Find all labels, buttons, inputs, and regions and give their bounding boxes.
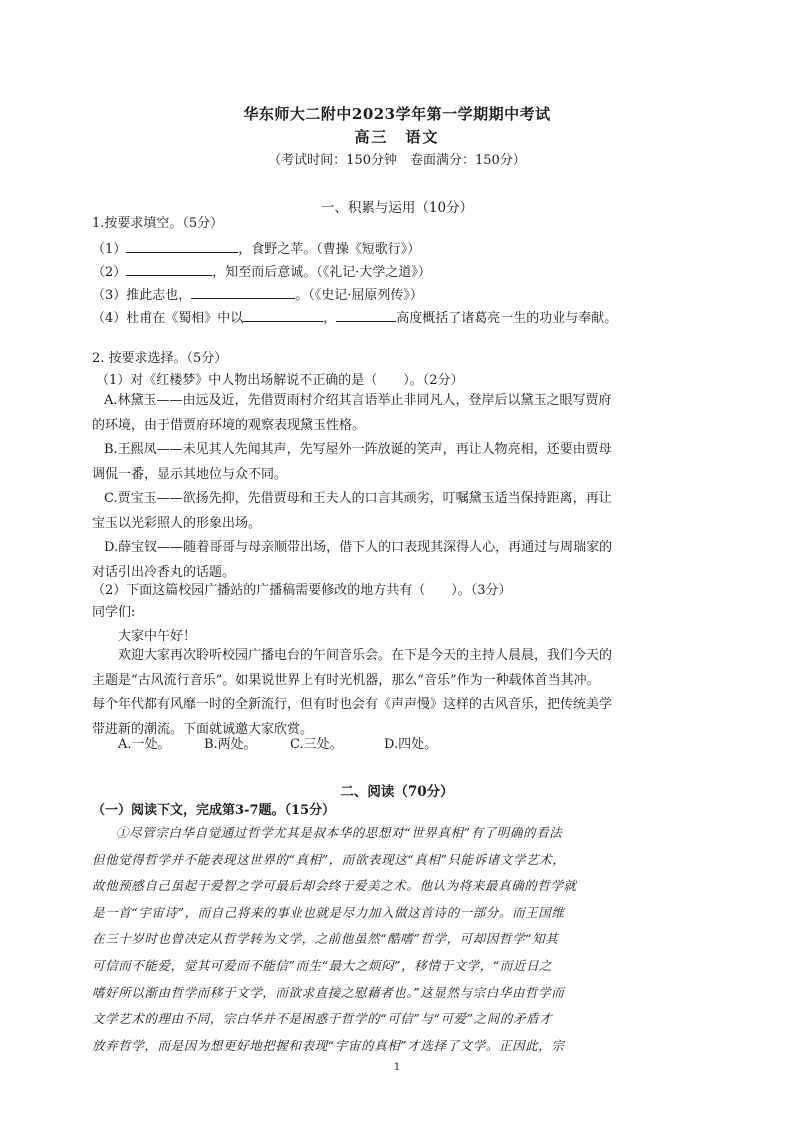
option-c-line2: 宝玉以光彩照人的形象出场。 <box>92 515 262 531</box>
answer-blank[interactable] <box>336 308 396 322</box>
section1-heading: 一、积累与运用（10分） <box>320 200 474 216</box>
exam-meta: （考试时间：150分钟 卷面满分：150分） <box>268 153 526 168</box>
script-line: 主题是“古风流行音乐”。如果说世界上有时光机器，那么“音乐”作为一种载体首当其冲。 <box>92 672 600 688</box>
option-c-line1: C.贾宝玉——欲扬先抑，先借贾母和王夫人的口言其顽劣，叮嘱黛玉适当保持距离，再让 <box>104 491 612 506</box>
q2-sub1: （1）对《红楼梦》中人物出场解说不正确的是（ ）。（2分） <box>96 373 464 388</box>
q1-item-1-num: （1） <box>92 242 127 257</box>
reading-passage <box>92 820 662 1059</box>
q1-item-2-text: ，知至而后意诚。（《礼记·大学之道》） <box>212 265 431 280</box>
script-line: 每个年代都有风靡一时的全新流行，但有时也会有《声声慢》这样的古风音乐，把传统美学 <box>92 697 613 712</box>
passage-line: 故他预感自己虽起于爱智之学可最后却会终于爱美之术。他认为将来最真确的哲学就 <box>92 878 577 894</box>
option-a-line2: 的环境，由于借贾府环境的观察表现黛玉性格。 <box>92 417 366 433</box>
script-line: 欢迎大家再次聆听校园广播电台的午间音乐会。在下是今天的主持人晨晨，我们今天的 <box>118 648 613 663</box>
exam-subtitle: 高三 语文 <box>354 128 440 146</box>
answer-blank[interactable] <box>243 308 323 322</box>
answer-blank[interactable] <box>126 262 212 276</box>
passage-line: ①尽管宗白华自觉通过哲学尤其是叔本华的思想对“世界真相”有了明确的看法 <box>116 825 563 840</box>
q2-stem: 2. 按要求选择。（5分） <box>92 351 228 366</box>
broadcast-greeting: 同学们: <box>92 605 136 620</box>
option-d-line1: D.薛宝钗——随着哥哥与母亲顺带出场，借下人的口表现其深得人心，再通过与周瑞家的 <box>104 540 613 555</box>
q2-choice-a: A.一处。 <box>118 737 171 752</box>
passage-line: 是一首“宇宙诗”，而自己将来的事业也就是尽力加入做这首诗的一部分。而王国维 <box>92 904 565 920</box>
section2-heading: 二、阅读（70分） <box>340 784 454 800</box>
q1-item-1-text: ，食野之苹。（曹操《短歌行》） <box>238 242 421 257</box>
q2-choice-c: C.三处。 <box>290 737 343 752</box>
q1-item-3 <box>92 285 423 305</box>
q1-item-2-num: （2） <box>92 265 127 280</box>
passage-line: 在三十岁时也曾决定从哲学转为文学，之前他虽然“酷嗜”哲学，可却因哲学“知其 <box>92 931 559 947</box>
option-d-line2: 对话引出冷香丸的话题。 <box>92 564 236 580</box>
q1-stem: 1.按要求填空。（5分） <box>92 216 224 231</box>
q2-choice-b: B.两处。 <box>204 737 257 752</box>
broadcast-hello: 大家中午好！ <box>118 629 197 644</box>
q1-item-4-num: （4）杜甫在《蜀相》中以 <box>92 311 244 326</box>
q2-sub2: （2）下面这篇校园广播站的广播稿需要修改的地方共有（ ）。（3分） <box>92 583 512 598</box>
q2-options <box>92 389 652 585</box>
exam-title: 华东师大二附中2023学年第一学期期中考试 <box>243 105 551 123</box>
option-b-line1: B.王熙凤——未见其人先闻其声，先写屋外一阵放诞的笑声，再让人物亮相，还要由贾母 <box>104 442 612 457</box>
q1-item-4-mid: ， <box>323 311 337 326</box>
q1-item-3-text: 。（《史记·屈原列传》） <box>295 288 423 303</box>
option-b-line2: 调侃一番，显示其地位与众不同。 <box>92 466 288 482</box>
q2-choice-d: D.四处。 <box>384 737 438 752</box>
passage-line: 但他觉得哲学并不能表现这世界的“真相”，而欲表现这“真相”只能诉诸文学艺术， <box>92 851 566 867</box>
option-a-line1: A.林黛玉——由远及近，先借贾雨村介绍其言语举止非同凡人，登岸后以黛玉之眼写贾府 <box>104 393 612 408</box>
passage-line: 嗜好所以渐由哲学而移于文学，而欲求直接之慰藉者也。”这显然与宗白华由哲学而 <box>92 984 565 1000</box>
q1-item-3-num: （3）推此志也， <box>92 288 192 303</box>
reading-part1-heading: （一）阅读下文，完成第3-7题。（15分） <box>92 803 336 818</box>
page-number: 1 <box>393 1062 401 1073</box>
script-line: 带进新的潮流。下面就诚邀大家欣赏。 <box>92 721 314 737</box>
q1-item-4-text: 高度概括了诸葛亮一生的功业与奉献。 <box>396 311 618 326</box>
answer-blank[interactable] <box>191 285 295 299</box>
passage-line: 放弃哲学，而是因为想更好地把握和表现“宇宙的真相”才选择了文学。正因此，宗 <box>92 1037 565 1053</box>
q1-item-4 <box>92 308 617 328</box>
broadcast-script <box>92 644 662 742</box>
answer-blank[interactable] <box>126 239 238 253</box>
passage-line: 可信而不能爱，觉其可爱而不能信”而生“最大之烦闷”，移情于文学，“而近日之 <box>92 957 553 973</box>
passage-line: 文学艺术的理由不同，宗白华并不是困惑于哲学的“可信”与“可爱”之间的矛盾才 <box>92 1011 553 1027</box>
q1-item-1 <box>92 239 420 259</box>
q1-item-2 <box>92 262 431 282</box>
